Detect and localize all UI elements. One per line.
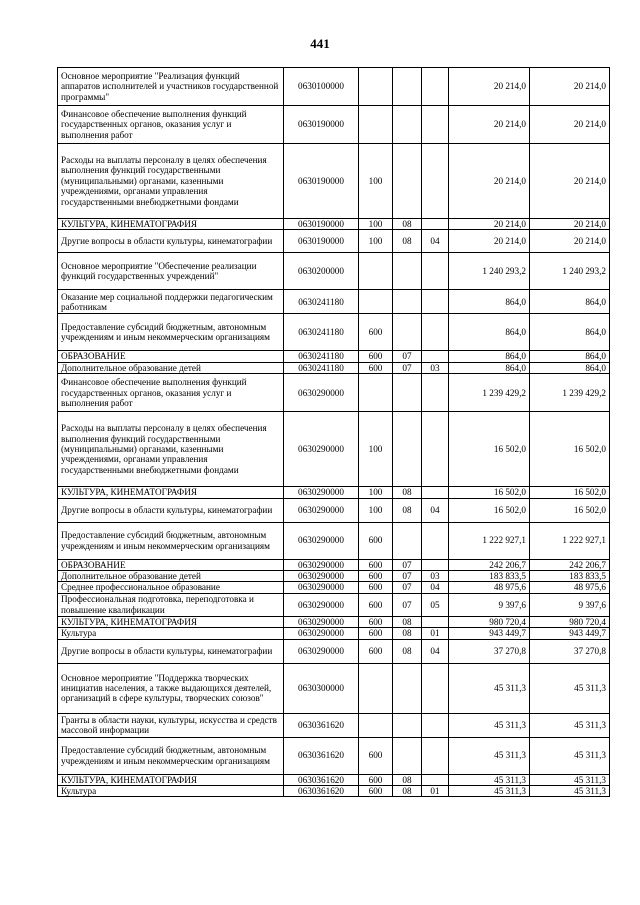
row-amount-year1: 48 975,6 — [449, 582, 530, 593]
row-subsection: 03 — [422, 362, 449, 373]
row-name: Дополнительное образование детей — [58, 362, 284, 373]
row-amount-year2: 1 239 429,2 — [530, 374, 610, 412]
row-section: 08 — [393, 498, 422, 522]
row-section — [393, 737, 422, 774]
row-target-code: 0630290000 — [284, 522, 359, 559]
row-amount-year2: 45 311,3 — [530, 737, 610, 774]
row-amount-year1: 20 214,0 — [449, 68, 530, 106]
row-target-code: 0630290000 — [284, 628, 359, 639]
row-amount-year2: 183 833,5 — [530, 571, 610, 582]
row-target-code: 0630190000 — [284, 219, 359, 230]
row-expense-type: 600 — [359, 559, 393, 570]
row-section — [393, 106, 422, 144]
row-section: 07 — [393, 559, 422, 570]
table-row — [58, 616, 610, 627]
table-row — [58, 230, 610, 253]
row-section: 07 — [393, 571, 422, 582]
table-row — [58, 559, 610, 570]
row-section — [393, 522, 422, 559]
row-expense-type: 600 — [359, 616, 393, 627]
row-subsection: 01 — [422, 786, 449, 797]
row-name: Расходы на выплаты персоналу в целях обеспечения выполнения функций государственными (муниципальными) органами, казенными учреждениями, органами управления государственными внебюджетными фондами — [58, 412, 284, 487]
row-target-code: 0630361620 — [284, 713, 359, 737]
table-row — [58, 351, 610, 362]
row-amount-year1: 242 206,7 — [449, 559, 530, 570]
row-name: Финансовое обеспечение выполнения функций государственных органов, оказания услуг и выполнения работ — [58, 374, 284, 412]
row-amount-year1: 20 214,0 — [449, 106, 530, 144]
table-row — [58, 498, 610, 522]
row-expense-type: 100 — [359, 144, 393, 219]
table-row — [58, 639, 610, 663]
row-amount-year1: 864,0 — [449, 351, 530, 362]
row-expense-type: 100 — [359, 219, 393, 230]
row-expense-type — [359, 68, 393, 106]
row-subsection — [422, 106, 449, 144]
budget-table — [57, 67, 610, 797]
table-row — [58, 663, 610, 713]
table-row — [58, 713, 610, 737]
row-subsection — [422, 774, 449, 785]
row-section: 07 — [393, 593, 422, 616]
row-name: Основное мероприятие "Поддержка творческих инициатив населения, а также выдающихся деятелей, организаций в сфере культуры, творческих союзов" — [58, 663, 284, 713]
row-amount-year2: 45 311,3 — [530, 786, 610, 797]
table-row — [58, 362, 610, 373]
row-expense-type — [359, 290, 393, 314]
row-subsection: 04 — [422, 498, 449, 522]
row-section — [393, 144, 422, 219]
row-target-code: 0630241180 — [284, 362, 359, 373]
row-amount-year2: 16 502,0 — [530, 487, 610, 498]
row-amount-year1: 45 311,3 — [449, 713, 530, 737]
row-amount-year1: 20 214,0 — [449, 144, 530, 219]
row-amount-year1: 16 502,0 — [449, 487, 530, 498]
row-section: 08 — [393, 616, 422, 627]
table-row — [58, 219, 610, 230]
table-row — [58, 628, 610, 639]
row-section: 08 — [393, 774, 422, 785]
row-expense-type — [359, 106, 393, 144]
row-target-code: 0630241180 — [284, 314, 359, 351]
row-name: Культура — [58, 628, 284, 639]
row-amount-year1: 16 502,0 — [449, 412, 530, 487]
row-target-code: 0630361620 — [284, 774, 359, 785]
row-section: 08 — [393, 487, 422, 498]
row-name: Предоставление субсидий бюджетным, автономным учреждениям и иным некоммерческим организациям — [58, 522, 284, 559]
row-amount-year2: 48 975,6 — [530, 582, 610, 593]
table-row — [58, 522, 610, 559]
row-amount-year1: 864,0 — [449, 362, 530, 373]
row-target-code: 0630290000 — [284, 639, 359, 663]
table-row — [58, 290, 610, 314]
row-target-code: 0630300000 — [284, 663, 359, 713]
row-target-code: 0630290000 — [284, 498, 359, 522]
row-target-code: 0630290000 — [284, 374, 359, 412]
row-expense-type: 100 — [359, 487, 393, 498]
row-expense-type: 100 — [359, 498, 393, 522]
row-section — [393, 314, 422, 351]
row-name: ОБРАЗОВАНИЕ — [58, 559, 284, 570]
row-expense-type: 600 — [359, 351, 393, 362]
table-body — [58, 68, 610, 797]
row-amount-year1: 45 311,3 — [449, 786, 530, 797]
table-row — [58, 68, 610, 106]
row-section — [393, 412, 422, 487]
row-expense-type: 600 — [359, 628, 393, 639]
row-section: 08 — [393, 230, 422, 253]
row-target-code: 0630190000 — [284, 106, 359, 144]
row-amount-year2: 864,0 — [530, 351, 610, 362]
row-target-code: 0630290000 — [284, 487, 359, 498]
table-row — [58, 374, 610, 412]
row-subsection — [422, 522, 449, 559]
row-name: Гранты в области науки, культуры, искусства и средств массовой информации — [58, 713, 284, 737]
row-amount-year2: 45 311,3 — [530, 713, 610, 737]
row-expense-type: 600 — [359, 314, 393, 351]
row-amount-year2: 864,0 — [530, 290, 610, 314]
row-subsection — [422, 412, 449, 487]
row-subsection: 04 — [422, 639, 449, 663]
row-expense-type — [359, 374, 393, 412]
row-amount-year2: 45 311,3 — [530, 663, 610, 713]
table-row — [58, 582, 610, 593]
row-section: 08 — [393, 628, 422, 639]
row-amount-year1: 943 449,7 — [449, 628, 530, 639]
row-section: 07 — [393, 362, 422, 373]
row-amount-year2: 9 397,6 — [530, 593, 610, 616]
table-row — [58, 487, 610, 498]
row-subsection — [422, 713, 449, 737]
row-amount-year1: 20 214,0 — [449, 219, 530, 230]
row-subsection — [422, 219, 449, 230]
row-amount-year1: 864,0 — [449, 314, 530, 351]
row-expense-type: 600 — [359, 737, 393, 774]
row-name: КУЛЬТУРА, КИНЕМАТОГРАФИЯ — [58, 774, 284, 785]
row-subsection — [422, 144, 449, 219]
row-name: Среднее профессиональное образование — [58, 582, 284, 593]
row-amount-year2: 20 214,0 — [530, 68, 610, 106]
row-amount-year2: 20 214,0 — [530, 106, 610, 144]
row-amount-year1: 1 239 429,2 — [449, 374, 530, 412]
row-subsection — [422, 68, 449, 106]
table-row — [58, 737, 610, 774]
row-amount-year2: 242 206,7 — [530, 559, 610, 570]
row-expense-type: 600 — [359, 593, 393, 616]
row-subsection — [422, 290, 449, 314]
row-target-code: 0630290000 — [284, 412, 359, 487]
row-section — [393, 253, 422, 290]
row-amount-year1: 1 222 927,1 — [449, 522, 530, 559]
row-expense-type — [359, 713, 393, 737]
row-name: КУЛЬТУРА, КИНЕМАТОГРАФИЯ — [58, 616, 284, 627]
row-amount-year1: 20 214,0 — [449, 230, 530, 253]
row-expense-type — [359, 253, 393, 290]
row-expense-type: 100 — [359, 412, 393, 487]
row-amount-year1: 1 240 293,2 — [449, 253, 530, 290]
table-row — [58, 314, 610, 351]
row-amount-year1: 37 270,8 — [449, 639, 530, 663]
row-section: 08 — [393, 639, 422, 663]
row-expense-type: 100 — [359, 230, 393, 253]
row-amount-year1: 9 397,6 — [449, 593, 530, 616]
row-target-code: 0630290000 — [284, 616, 359, 627]
row-target-code: 0630290000 — [284, 571, 359, 582]
row-expense-type — [359, 663, 393, 713]
row-target-code: 0630290000 — [284, 582, 359, 593]
row-subsection — [422, 487, 449, 498]
row-name: Основное мероприятие "Обеспечение реализации функций государственных учреждений" — [58, 253, 284, 290]
row-section: 08 — [393, 786, 422, 797]
row-target-code: 0630241180 — [284, 290, 359, 314]
row-subsection — [422, 616, 449, 627]
row-name: Культура — [58, 786, 284, 797]
row-subsection — [422, 314, 449, 351]
row-subsection: 05 — [422, 593, 449, 616]
row-amount-year2: 864,0 — [530, 314, 610, 351]
row-target-code: 0630290000 — [284, 559, 359, 570]
row-name: Профессиональная подготовка, переподготовка и повышение квалификации — [58, 593, 284, 616]
row-target-code: 0630290000 — [284, 593, 359, 616]
row-section: 07 — [393, 351, 422, 362]
row-amount-year1: 45 311,3 — [449, 737, 530, 774]
row-target-code: 0630190000 — [284, 230, 359, 253]
row-amount-year1: 45 311,3 — [449, 774, 530, 785]
row-amount-year1: 45 311,3 — [449, 663, 530, 713]
row-subsection — [422, 559, 449, 570]
row-name: Дополнительное образование детей — [58, 571, 284, 582]
table-row — [58, 593, 610, 616]
row-expense-type: 600 — [359, 774, 393, 785]
table-row — [58, 144, 610, 219]
row-subsection: 04 — [422, 230, 449, 253]
row-expense-type: 600 — [359, 786, 393, 797]
row-section: 07 — [393, 582, 422, 593]
row-target-code: 0630200000 — [284, 253, 359, 290]
table-row — [58, 774, 610, 785]
row-subsection — [422, 253, 449, 290]
row-expense-type: 600 — [359, 522, 393, 559]
row-expense-type: 600 — [359, 582, 393, 593]
table-row — [58, 412, 610, 487]
row-target-code: 0630361620 — [284, 786, 359, 797]
row-amount-year1: 980 720,4 — [449, 616, 530, 627]
row-name: Другие вопросы в области культуры, кинематографии — [58, 498, 284, 522]
row-subsection — [422, 663, 449, 713]
row-amount-year2: 20 214,0 — [530, 144, 610, 219]
row-section — [393, 290, 422, 314]
row-name: КУЛЬТУРА, КИНЕМАТОГРАФИЯ — [58, 219, 284, 230]
row-section — [393, 663, 422, 713]
row-name: Основное мероприятие "Реализация функций аппаратов исполнителей и участников государственной программы" — [58, 68, 284, 106]
row-amount-year2: 20 214,0 — [530, 219, 610, 230]
table-row — [58, 571, 610, 582]
row-name: Финансовое обеспечение выполнения функций государственных органов, оказания услуг и выполнения работ — [58, 106, 284, 144]
row-amount-year2: 1 240 293,2 — [530, 253, 610, 290]
row-section: 08 — [393, 219, 422, 230]
row-name: Предоставление субсидий бюджетным, автономным учреждениям и иным некоммерческим организациям — [58, 737, 284, 774]
row-section — [393, 374, 422, 412]
row-expense-type: 600 — [359, 639, 393, 663]
row-amount-year1: 16 502,0 — [449, 498, 530, 522]
row-target-code: 0630241180 — [284, 351, 359, 362]
row-subsection: 04 — [422, 582, 449, 593]
row-subsection: 03 — [422, 571, 449, 582]
row-amount-year2: 16 502,0 — [530, 498, 610, 522]
page-number: 441 — [310, 36, 330, 51]
row-name: КУЛЬТУРА, КИНЕМАТОГРАФИЯ — [58, 487, 284, 498]
table-row — [58, 786, 610, 797]
row-amount-year2: 1 222 927,1 — [530, 522, 610, 559]
row-expense-type: 600 — [359, 571, 393, 582]
row-target-code: 0630100000 — [284, 68, 359, 106]
row-name: ОБРАЗОВАНИЕ — [58, 351, 284, 362]
row-name: Предоставление субсидий бюджетным, автономным учреждениям и иным некоммерческим организациям — [58, 314, 284, 351]
row-subsection — [422, 351, 449, 362]
row-amount-year2: 16 502,0 — [530, 412, 610, 487]
row-amount-year2: 980 720,4 — [530, 616, 610, 627]
row-name: Другие вопросы в области культуры, кинематографии — [58, 639, 284, 663]
table-row — [58, 106, 610, 144]
row-name: Оказание мер социальной поддержки педагогическим работникам — [58, 290, 284, 314]
row-expense-type: 600 — [359, 362, 393, 373]
row-name: Другие вопросы в области культуры, кинематографии — [58, 230, 284, 253]
row-amount-year2: 864,0 — [530, 362, 610, 373]
row-amount-year1: 183 833,5 — [449, 571, 530, 582]
row-subsection — [422, 737, 449, 774]
row-amount-year2: 45 311,3 — [530, 774, 610, 785]
row-amount-year2: 37 270,8 — [530, 639, 610, 663]
row-amount-year2: 20 214,0 — [530, 230, 610, 253]
row-section — [393, 713, 422, 737]
row-target-code: 0630190000 — [284, 144, 359, 219]
row-name: Расходы на выплаты персоналу в целях обеспечения выполнения функций государственными (муниципальными) органами, казенными учреждениями, органами управления государственными внебюджетными фондами — [58, 144, 284, 219]
row-section — [393, 68, 422, 106]
row-target-code: 0630361620 — [284, 737, 359, 774]
row-amount-year1: 864,0 — [449, 290, 530, 314]
table-row — [58, 253, 610, 290]
row-amount-year2: 943 449,7 — [530, 628, 610, 639]
row-subsection — [422, 374, 449, 412]
row-subsection: 01 — [422, 628, 449, 639]
